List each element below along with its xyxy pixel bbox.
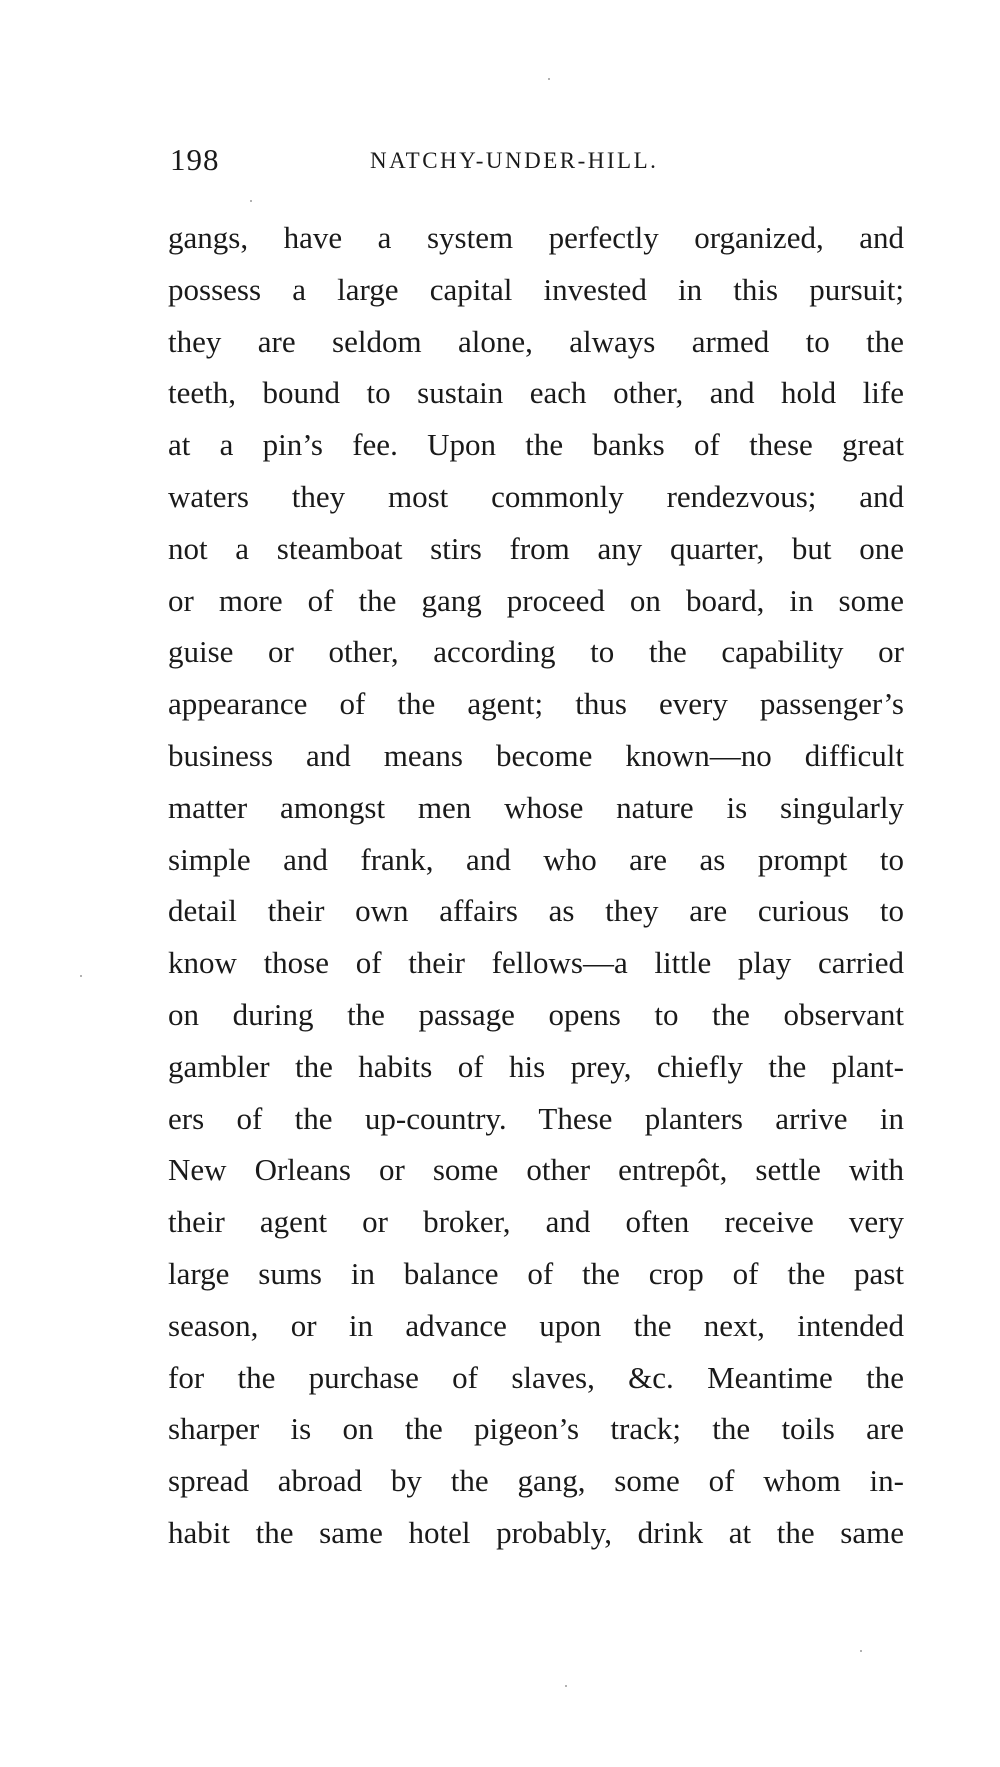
text-line: matter amongst men whose nature is singularly [168,789,904,825]
text-line: possess a large capital invested in this pursuit; [168,271,904,307]
text-line: waters they most commonly rendezvous; and [168,478,904,514]
text-line: at a pin’s fee. Upon the banks of these great [168,427,904,463]
paper-speck [548,78,550,80]
text-line: habit the same hotel probably, drink at the same [168,1514,904,1550]
running-head-title: NATCHY-UNDER-HILL. [370,148,659,173]
text-line: not a steamboat stirs from any quarter, but one [168,530,904,566]
text-line: spread abroad by the gang, some of whom in- [168,1463,904,1499]
page-number: 198 [170,142,220,177]
text-line: appearance of the agent; thus every passenger’s [168,686,904,722]
text-line: New Orleans or some other entrepôt, settle with [168,1152,904,1188]
text-line: ers of the up-country. These planters arrive in [168,1100,904,1136]
text-line: guise or other, according to the capability or [168,634,904,670]
paper-speck [565,1685,567,1687]
text-line: they are seldom alone, always armed to the [168,323,904,359]
paper-speck [860,1650,862,1652]
text-line: teeth, bound to sustain each other, and hold life [168,375,904,411]
paper-speck [250,200,252,202]
text-line: business and means become known—no difficult [168,737,904,773]
text-line: season, or in advance upon the next, intended [168,1307,904,1343]
text-line: sharper is on the pigeon’s track; the toils are [168,1411,904,1447]
text-line: for the purchase of slaves, &c. Meantime the [168,1359,904,1395]
text-line: detail their own affairs as they are curious to [168,893,904,929]
paper-speck [80,975,82,977]
text-line: simple and frank, and who are as prompt to [168,841,904,877]
text-line: know those of their fellows—a little play carried [168,945,904,981]
text-line: gambler the habits of his prey, chiefly the plant- [168,1048,904,1084]
text-line: on during the passage opens to the observant [168,996,904,1032]
text-line: gangs, have a system perfectly organized, and [168,220,904,255]
text-line: large sums in balance of the crop of the past [168,1255,904,1291]
text-line: or more of the gang proceed on board, in some [168,582,904,618]
text-line: their agent or broker, and often receive very [168,1204,904,1240]
body-paragraph [168,212,904,1559]
